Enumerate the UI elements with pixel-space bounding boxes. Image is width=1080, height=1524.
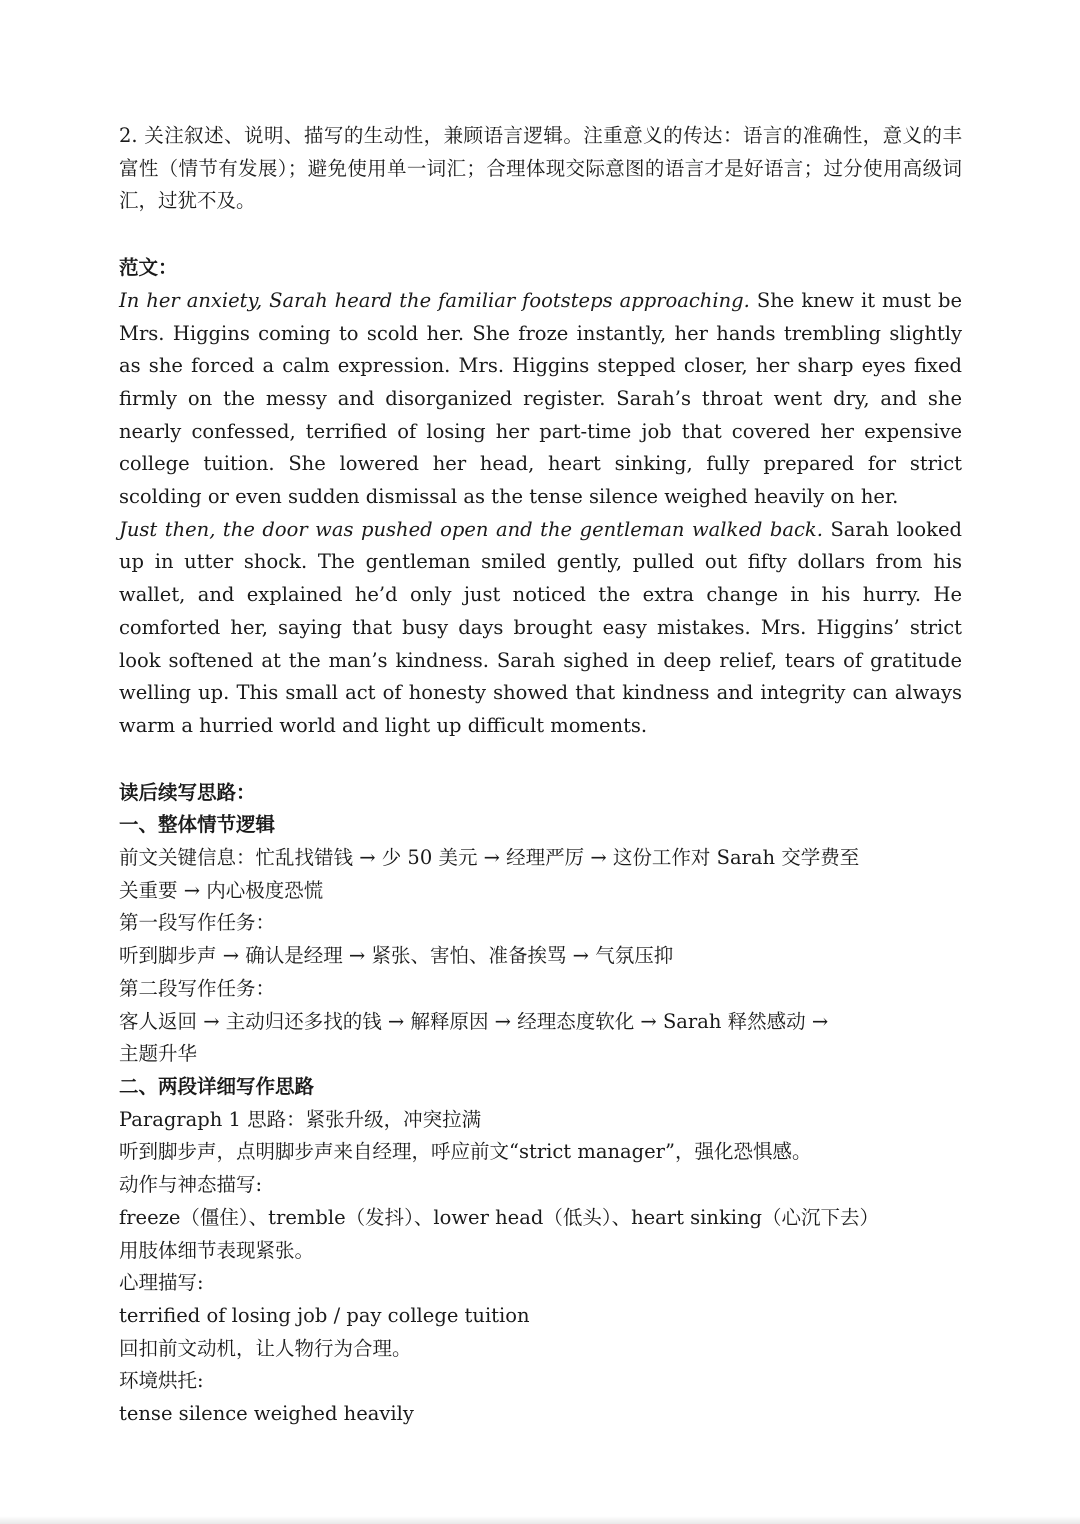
sample-heading: 范文： (119, 256, 178, 280)
page-bottom-edge (0, 1516, 1080, 1524)
task2-chain-line-1: 客人返回 → 主动归还多找的钱 → 解释原因 → 经理态度软化 → Sarah 释然感动 → (119, 1009, 829, 1033)
action-words: freeze（僵住）、tremble（发抖）、lower head（低头）、heart sinking（心沉下去） (119, 1205, 880, 1229)
guide-heading: 读后续写思路： (119, 780, 256, 804)
action-label: 动作与神态描写: (119, 1173, 263, 1197)
spacer (119, 218, 962, 252)
environment-label: 环境烘托: (119, 1369, 204, 1393)
sample-paragraph-2 (119, 514, 962, 743)
action-note: 用肢体细节表现紧张。 (119, 1238, 315, 1262)
task1-label: 第一段写作任务： (119, 911, 276, 935)
spacer (119, 743, 962, 777)
intro-paragraph: 2. 关注叙述、说明、描写的生动性，兼顾语言逻辑。注重意义的传达：语言的准确性，意义的丰富性（情节有发展）；避免使用单一词汇；合理体现交际意图的语言才是好语言；过分使用高级词汇，过犹不及。 (119, 124, 962, 213)
task2-label: 第二段写作任务： (119, 976, 276, 1000)
sample-paragraph-2-lead: Just then, the door was pushed open and the gentleman walked back. (119, 517, 823, 541)
mind-label: 心理描写: (119, 1271, 204, 1295)
sample-paragraph-1-lead: In her anxiety, Sarah heard the familiar footsteps approaching. (119, 288, 750, 312)
key-info-line-2: 关重要 → 内心极度恐慌 (119, 878, 324, 902)
sample-paragraph-2-body: Sarah looked up in utter shock. The gentleman smiled gently, pulled out fifty dollars from his wallet, and explained he’d only just noticed the extra change in his hurry. He comforted her, saying that busy days brought easy mistakes. Mrs. Higgins’ strict look softened at the man’s kindness. Sarah sighed in deep relief, tears of gratitude welling up. This small act of honesty showed that kindness and integrity can always warm a hurried world and light up difficult moments. (119, 517, 963, 737)
key-info-line-1: 前文关键信息：忙乱找错钱 → 少 50 美元 → 经理严厉 → 这份工作对 Sarah 交学费至 (119, 846, 860, 870)
task2-chain-line-2: 主题升华 (119, 1042, 198, 1066)
section1-heading: 一、整体情节逻辑 (119, 813, 276, 837)
task1-chain: 听到脚步声 → 确认是经理 → 紧张、害怕、准备挨骂 → 气氛压抑 (119, 944, 674, 968)
paragraph1-idea: Paragraph 1 思路：紧张升级，冲突拉满 (119, 1107, 482, 1131)
paragraph1-note: 听到脚步声，点明脚步声来自经理，呼应前文“strict manager”，强化恐惧感。 (119, 1140, 812, 1164)
sample-paragraph-1 (119, 285, 962, 514)
sample-paragraph-1-body: She knew it must be Mrs. Higgins coming to scold her. She froze instantly, her hands trembling slightly as she forced a calm expression. Mrs. Higgins stepped closer, her sharp eyes fixed firmly on the messy and disorganized register. Sarah’s throat went dry, and she nearly confessed, terrified of losing her part-time job that covered her expensive college tuition. She lowered her head, heart sinking, fully prepared for strict scolding or even sudden dismissal as the tense silence weighed heavily on her. (119, 288, 962, 509)
environment-words: tense silence weighed heavily (119, 1402, 414, 1426)
section2-heading: 二、两段详细写作思路 (119, 1074, 315, 1098)
mind-words: terrified of losing job / pay college tuition (119, 1303, 530, 1327)
mind-note: 回扣前文动机，让人物行为合理。 (119, 1336, 412, 1360)
